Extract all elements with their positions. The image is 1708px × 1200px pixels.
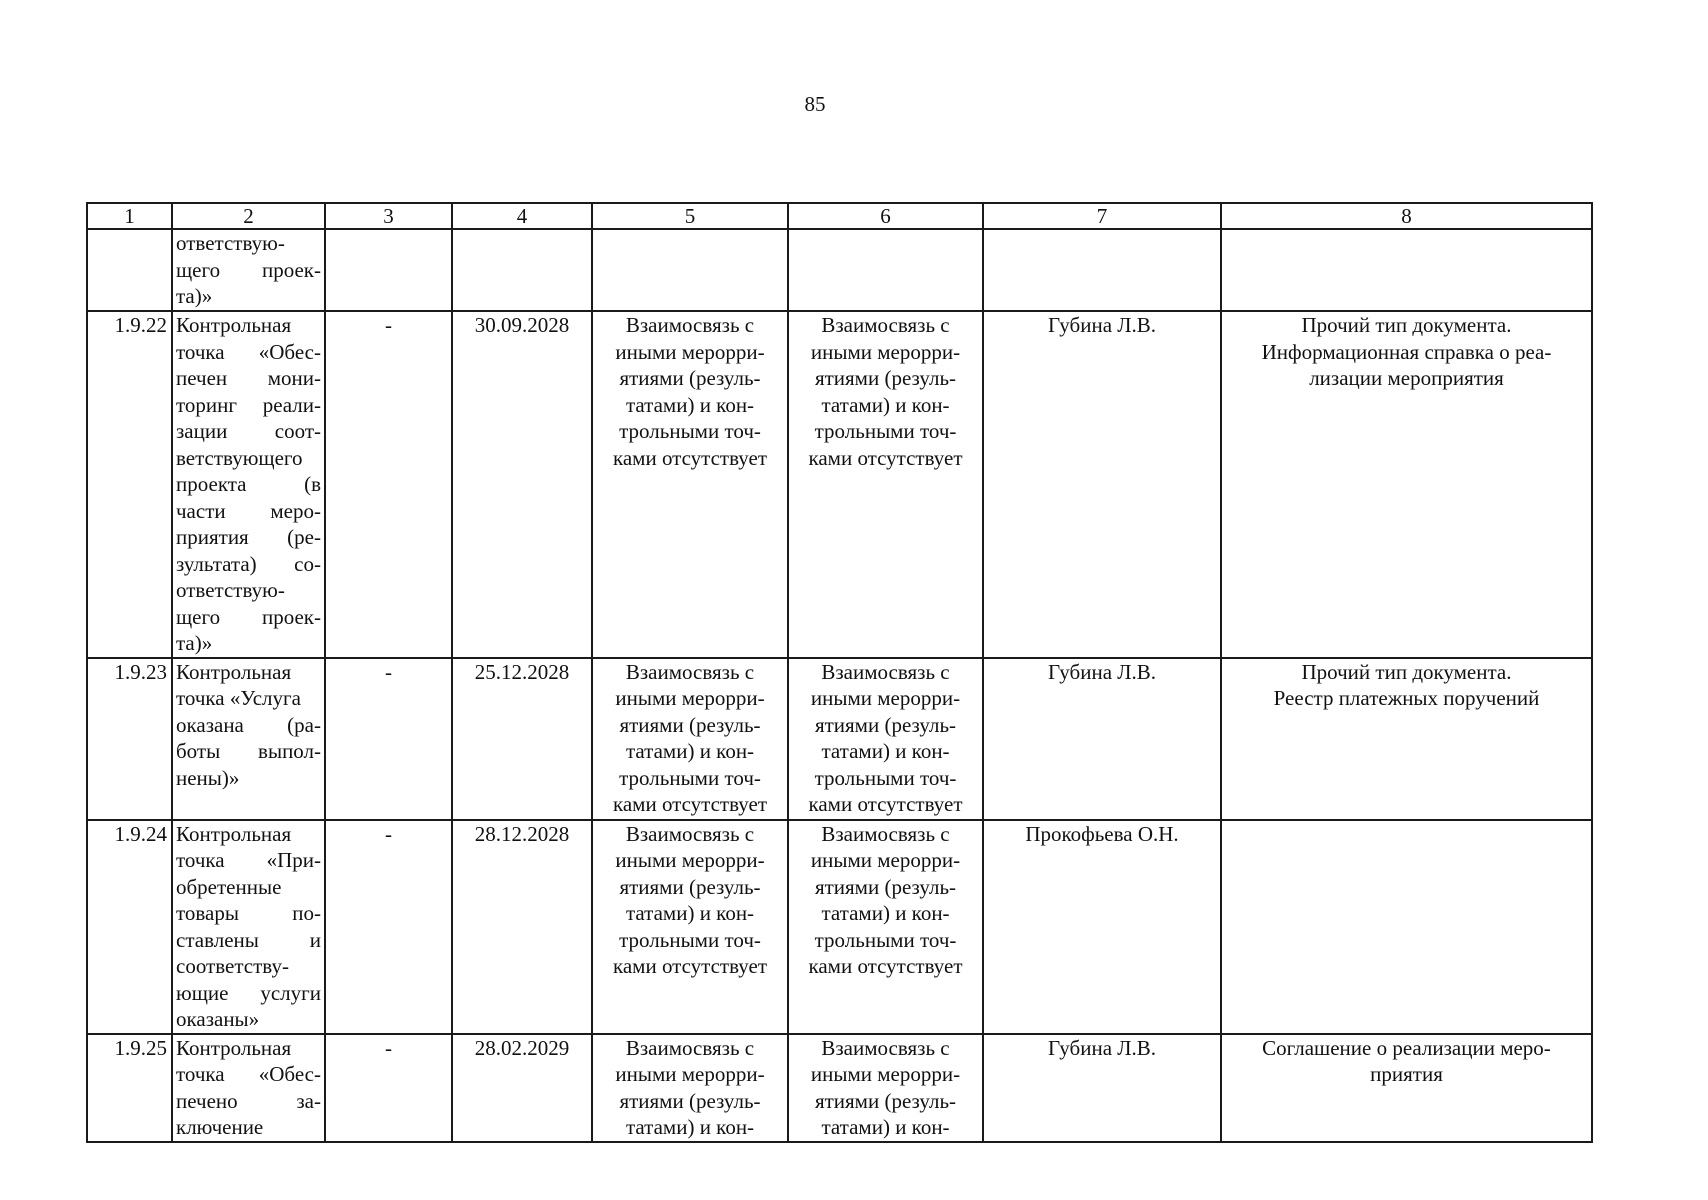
column-number-row: [87, 203, 1592, 229]
table-row: [87, 311, 1592, 658]
next-links-cell: [788, 229, 983, 311]
table-row: [87, 820, 1592, 1034]
item-name-line: соответству-: [176, 954, 289, 978]
header-cell: 5: [592, 203, 788, 229]
next-links-cell: [788, 658, 983, 820]
item-name-cell: [172, 311, 325, 658]
item-name-line: печено за-: [176, 1088, 321, 1113]
item-name-line: та)»: [176, 284, 213, 308]
previous-links-line: Взаимосвязь с: [625, 821, 755, 846]
next-links-line: ятиями (резуль-: [814, 874, 957, 899]
previous-links-line: татами) и кон-: [625, 901, 755, 925]
next-links-line: трольными точ-: [814, 927, 957, 952]
header-cell: 2: [172, 203, 325, 229]
item-name-line: нены)»: [176, 765, 240, 790]
previous-links-line: иными мероpри-: [615, 339, 765, 364]
previous-links-line: ками отсутствует: [612, 792, 768, 816]
item-name-line: печен мони-: [176, 366, 321, 390]
responsible-cell: Губина Л.В.: [983, 311, 1221, 658]
header-cell: 4: [452, 203, 592, 229]
column-3-cell: -: [325, 311, 452, 658]
next-links-line: ками отсутствует: [808, 954, 963, 978]
item-name-line: торинг реали-: [176, 392, 321, 417]
item-name-cell: [172, 1034, 325, 1142]
column-3-cell: -: [325, 658, 452, 820]
item-name-line: оказаны»: [176, 1007, 260, 1031]
table-row: [87, 1034, 1592, 1142]
header-cell: 8: [1221, 203, 1592, 229]
item-name-line: ответствую-: [176, 231, 285, 255]
document-type-line: Прочий тип документа.: [1301, 313, 1512, 337]
previous-links-line: ками отсутствует: [612, 445, 768, 470]
previous-links-line: трольными точ-: [619, 765, 761, 790]
item-number-cell: [87, 229, 172, 311]
item-name-line: точка «Обес-: [176, 1062, 321, 1086]
item-name-line: точка «Обес-: [176, 339, 321, 364]
previous-links-line: ятиями (резуль-: [619, 366, 761, 390]
next-links-cell: [788, 1034, 983, 1142]
item-name-line: щего проек-: [176, 257, 321, 282]
item-name-line: проекта (в: [176, 472, 321, 496]
previous-links-line: татами) и кон-: [625, 739, 755, 763]
item-name-line: Контрольная: [176, 659, 292, 684]
previous-links-cell: [592, 229, 788, 311]
document-type-line: лизации мероприятия: [1309, 366, 1504, 390]
item-number-cell: 1.9.22: [87, 311, 172, 658]
next-links-line: татами) и кон-: [821, 901, 950, 925]
page-number: 85: [804, 92, 826, 116]
item-name-line: ветствующего: [176, 445, 303, 470]
next-links-line: иными мероpри-: [810, 848, 961, 872]
item-name-line: ключение: [176, 1115, 264, 1139]
item-name-line: ответствую-: [176, 578, 285, 602]
document-type-line: Реестр платежных поручений: [1273, 686, 1540, 710]
table-row: [87, 658, 1592, 820]
previous-links-line: иными мероpри-: [615, 686, 765, 710]
next-links-line: татами) и кон-: [821, 1115, 950, 1139]
responsible-cell: Прокофьева О.Н.: [983, 820, 1221, 1034]
previous-links-cell: [592, 1034, 788, 1142]
item-name-line: точка «При-: [176, 848, 321, 872]
next-links-line: иными мероpри-: [810, 686, 961, 710]
previous-links-line: ками отсутствует: [612, 954, 768, 978]
previous-links-line: иными мероpри-: [615, 848, 765, 872]
due-date-cell: 30.09.2028: [452, 311, 592, 658]
next-links-line: ятиями (резуль-: [814, 1088, 957, 1113]
next-links-line: трольными точ-: [814, 419, 957, 443]
item-name-line: зации соот-: [176, 419, 321, 443]
document-type-line: Прочий тип документа.: [1301, 659, 1512, 684]
column-3-cell: -: [325, 1034, 452, 1142]
document-type-line: Информационная справка о реа-: [1261, 339, 1552, 364]
responsible-cell: Губина Л.В.: [983, 658, 1221, 820]
previous-links-line: ятиями (резуль-: [619, 874, 761, 899]
previous-links-line: Взаимосвязь с: [625, 313, 755, 337]
previous-links-line: татами) и кон-: [625, 1115, 755, 1139]
item-name-line: товары по-: [176, 901, 321, 925]
next-links-line: ками отсутствует: [808, 792, 963, 816]
item-name-line: приятия (ре-: [176, 525, 321, 549]
next-links-line: Взаимосвязь с: [821, 313, 950, 337]
previous-links-line: иными мероpри-: [615, 1062, 765, 1086]
next-links-line: ками отсутствует: [808, 445, 963, 470]
next-links-line: иными мероpри-: [810, 1062, 961, 1086]
next-links-line: иными мероpри-: [810, 339, 961, 364]
item-name-line: Контрольная: [176, 1035, 292, 1060]
next-links-line: Взаимосвязь с: [821, 1035, 950, 1060]
due-date-cell: 28.02.2029: [452, 1034, 592, 1142]
previous-links-cell: [592, 311, 788, 658]
due-date-cell: [452, 229, 592, 311]
item-name-line: точка «Услуга: [176, 686, 301, 710]
item-name-cell: [172, 658, 325, 820]
item-name-line: щего проек-: [176, 604, 321, 629]
column-3-cell: -: [325, 820, 452, 1034]
previous-links-line: ятиями (резуль-: [619, 712, 761, 737]
item-name-line: боты выпол-: [176, 739, 321, 763]
next-links-line: ятиями (резуль-: [814, 366, 957, 390]
item-name-line: оказана (ра-: [176, 712, 321, 737]
item-name-line: зультата) со-: [176, 551, 321, 576]
item-name-line: Контрольная: [176, 313, 292, 337]
previous-links-cell: [592, 820, 788, 1034]
responsible-cell: [983, 229, 1221, 311]
previous-links-line: Взаимосвязь с: [625, 1035, 755, 1060]
header-cell: 3: [325, 203, 452, 229]
next-links-line: Взаимосвязь с: [821, 659, 950, 684]
header-cell: 6: [788, 203, 983, 229]
next-links-line: ятиями (резуль-: [814, 712, 957, 737]
next-links-line: Взаимосвязь с: [821, 821, 950, 846]
table-row: [87, 229, 1592, 311]
previous-links-line: Взаимосвязь с: [625, 659, 755, 684]
document-type-cell: [1221, 658, 1592, 820]
header-cell: 1: [87, 203, 172, 229]
previous-links-line: трольными точ-: [619, 927, 761, 952]
previous-links-cell: [592, 658, 788, 820]
previous-links-line: татами) и кон-: [625, 392, 755, 417]
item-name-line: части меро-: [176, 498, 321, 523]
due-date-cell: 25.12.2028: [452, 658, 592, 820]
previous-links-line: трольными точ-: [619, 419, 761, 443]
document-type-line: приятия: [1370, 1062, 1443, 1086]
next-links-line: татами) и кон-: [821, 739, 950, 763]
document-type-cell: [1221, 229, 1592, 311]
responsible-cell: Губина Л.В.: [983, 1034, 1221, 1142]
next-links-line: трольными точ-: [814, 765, 957, 790]
next-links-cell: [788, 820, 983, 1034]
item-name-line: ставлены и: [176, 927, 321, 952]
next-links-cell: [788, 311, 983, 658]
document-type-line: Соглашение о реализации меро-: [1262, 1035, 1551, 1060]
item-name-cell: [172, 229, 325, 311]
item-number-cell: 1.9.23: [87, 658, 172, 820]
item-number-cell: 1.9.24: [87, 820, 172, 1034]
item-number-cell: 1.9.25: [87, 1034, 172, 1142]
item-name-line: обретенные: [176, 874, 282, 899]
previous-links-line: ятиями (резуль-: [619, 1088, 761, 1113]
header-cell: 7: [983, 203, 1221, 229]
item-name-line: та)»: [176, 631, 213, 655]
item-name-line: ющие услуги: [176, 980, 321, 1005]
document-type-cell: [1221, 311, 1592, 658]
plan-table: [86, 202, 1593, 1143]
column-3-cell: [325, 229, 452, 311]
item-name-cell: [172, 820, 325, 1034]
item-name-line: Контрольная: [176, 821, 292, 846]
next-links-line: татами) и кон-: [821, 392, 950, 417]
document-type-cell: [1221, 820, 1592, 1034]
document-type-cell: [1221, 1034, 1592, 1142]
due-date-cell: 28.12.2028: [452, 820, 592, 1034]
